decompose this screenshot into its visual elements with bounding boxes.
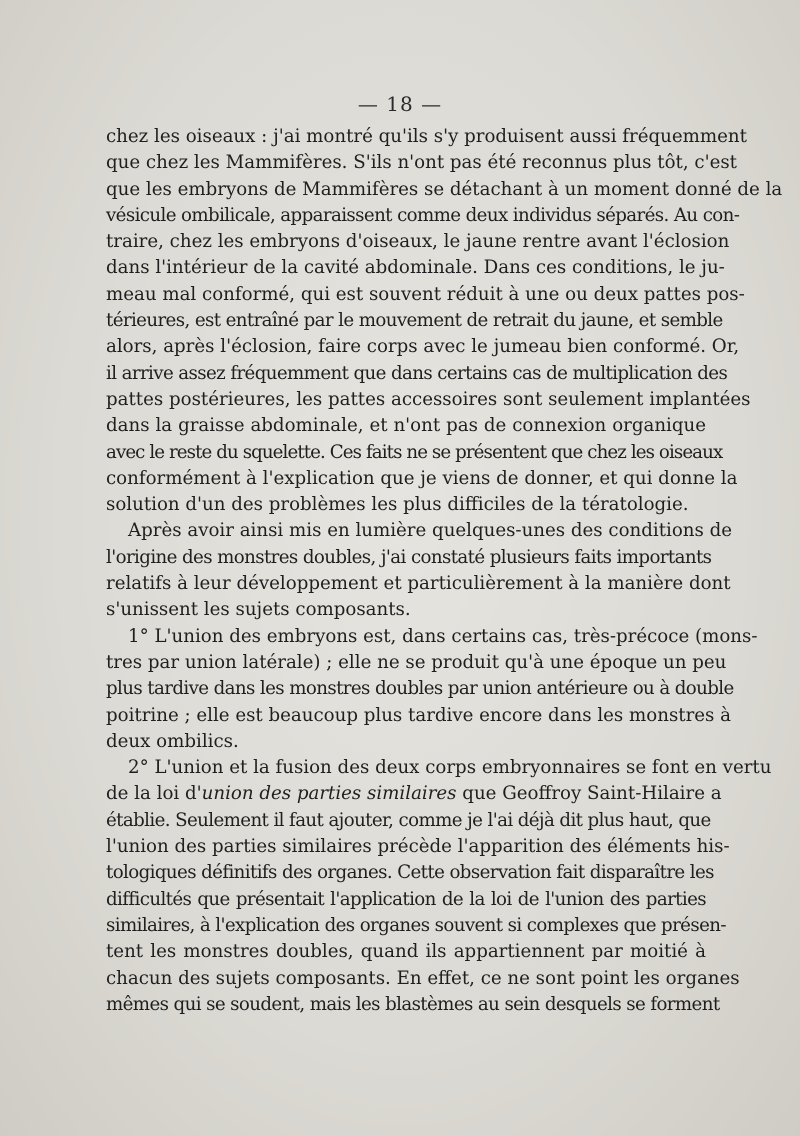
text-line: l'union des parties similaires précède l'apparition des éléments his-: [106, 836, 730, 858]
text-line: il arrive assez fréquemment que dans certains cas de multiplication des: [106, 362, 728, 384]
text-line: dans la graisse abdominale, et n'ont pas de connexion organique: [106, 415, 706, 437]
text-line: Après avoir ainsi mis en lumière quelques-unes des conditions de: [128, 520, 733, 542]
text-line: vésicule ombilicale, apparaissent comme deux individus séparés. Au con-: [106, 204, 740, 226]
text-line: [106, 781, 722, 807]
text-line: 2° L'union et la fusion des deux corps embryonnaires se font en vertu: [128, 757, 772, 779]
text-line: meau mal conformé, qui est souvent réduit à une ou deux pattes pos-: [106, 283, 745, 305]
text-line: poitrine ; elle est beaucoup plus tardive encore dans les monstres à: [106, 704, 731, 726]
text-line: avec le reste du squelette. Ces faits ne se présentent que chez les oiseaux: [106, 441, 723, 463]
text-line: tres par union latérale) ; elle ne se produit qu'à une époque un peu: [106, 651, 727, 673]
text-line: mêmes qui se soudent, mais les blastèmes au sein desquels se forment: [106, 993, 720, 1015]
text-line: traire, chez les embryons d'oiseaux, le jaune rentre avant l'éclosion: [106, 231, 730, 253]
text-line: alors, après l'éclosion, faire corps avec le jumeau bien conformé. Or,: [106, 336, 740, 358]
text-line: l'origine des monstres doubles, j'ai constaté plusieurs faits importants: [106, 546, 712, 568]
text-line: plus tardive dans les monstres doubles par union antérieure ou à double: [106, 678, 734, 700]
text-line: s'unissent les sujets composants.: [106, 599, 411, 621]
text-line: tologiques définitifs des organes. Cette observation fait disparaître les: [106, 862, 714, 884]
text-line: conformément à l'explication que je viens de donner, et qui donne la: [106, 467, 738, 489]
body-text: [106, 124, 783, 1018]
text-line: que les embryons de Mammifères se détachant à un moment donné de la: [106, 178, 783, 200]
text-line: pattes postérieures, les pattes accessoires sont seulement implantées: [106, 388, 751, 410]
text-line: difficultés que présentait l'application de la loi de l'union des parties: [106, 888, 706, 910]
text-run: de la loi d': [106, 783, 202, 805]
text-line: 1° L'union des embryons est, dans certains cas, très-précoce (mons-: [128, 625, 758, 647]
text-line: térieures, est entraîné par le mouvement de retrait du jaune, et semble: [106, 310, 723, 332]
text-line: dans l'intérieur de la cavité abdominale. Dans ces conditions, le ju-: [106, 257, 725, 279]
text-line: deux ombilics.: [106, 730, 239, 752]
text-line: similaires, à l'explication des organes souvent si complexes que présen-: [106, 914, 726, 936]
text-run: que Geoffroy Saint-Hilaire a: [456, 783, 722, 805]
text-line: établie. Seulement il faut ajouter, comme je l'ai déjà dit plus haut, que: [106, 809, 711, 831]
text-line: que chez les Mammifères. S'ils n'ont pas été reconnus plus tôt, c'est: [106, 152, 737, 174]
text-line: chez les oiseaux : j'ai montré qu'ils s'y produisent aussi fréquemment: [106, 126, 747, 147]
text-line: solution d'un des problèmes les plus difficiles de la tératologie.: [106, 494, 689, 516]
text-line: tent les monstres doubles, quand ils appartiennent par moitié à: [106, 941, 706, 963]
text-line: relatifs à leur développement et particulièrement à la manière dont: [106, 573, 731, 595]
page-number: — 18 —: [357, 92, 443, 116]
text-line: chacun des sujets composants. En effet, ce ne sont point les organes: [106, 967, 740, 989]
italic-phrase: union des parties similaires: [201, 783, 457, 805]
